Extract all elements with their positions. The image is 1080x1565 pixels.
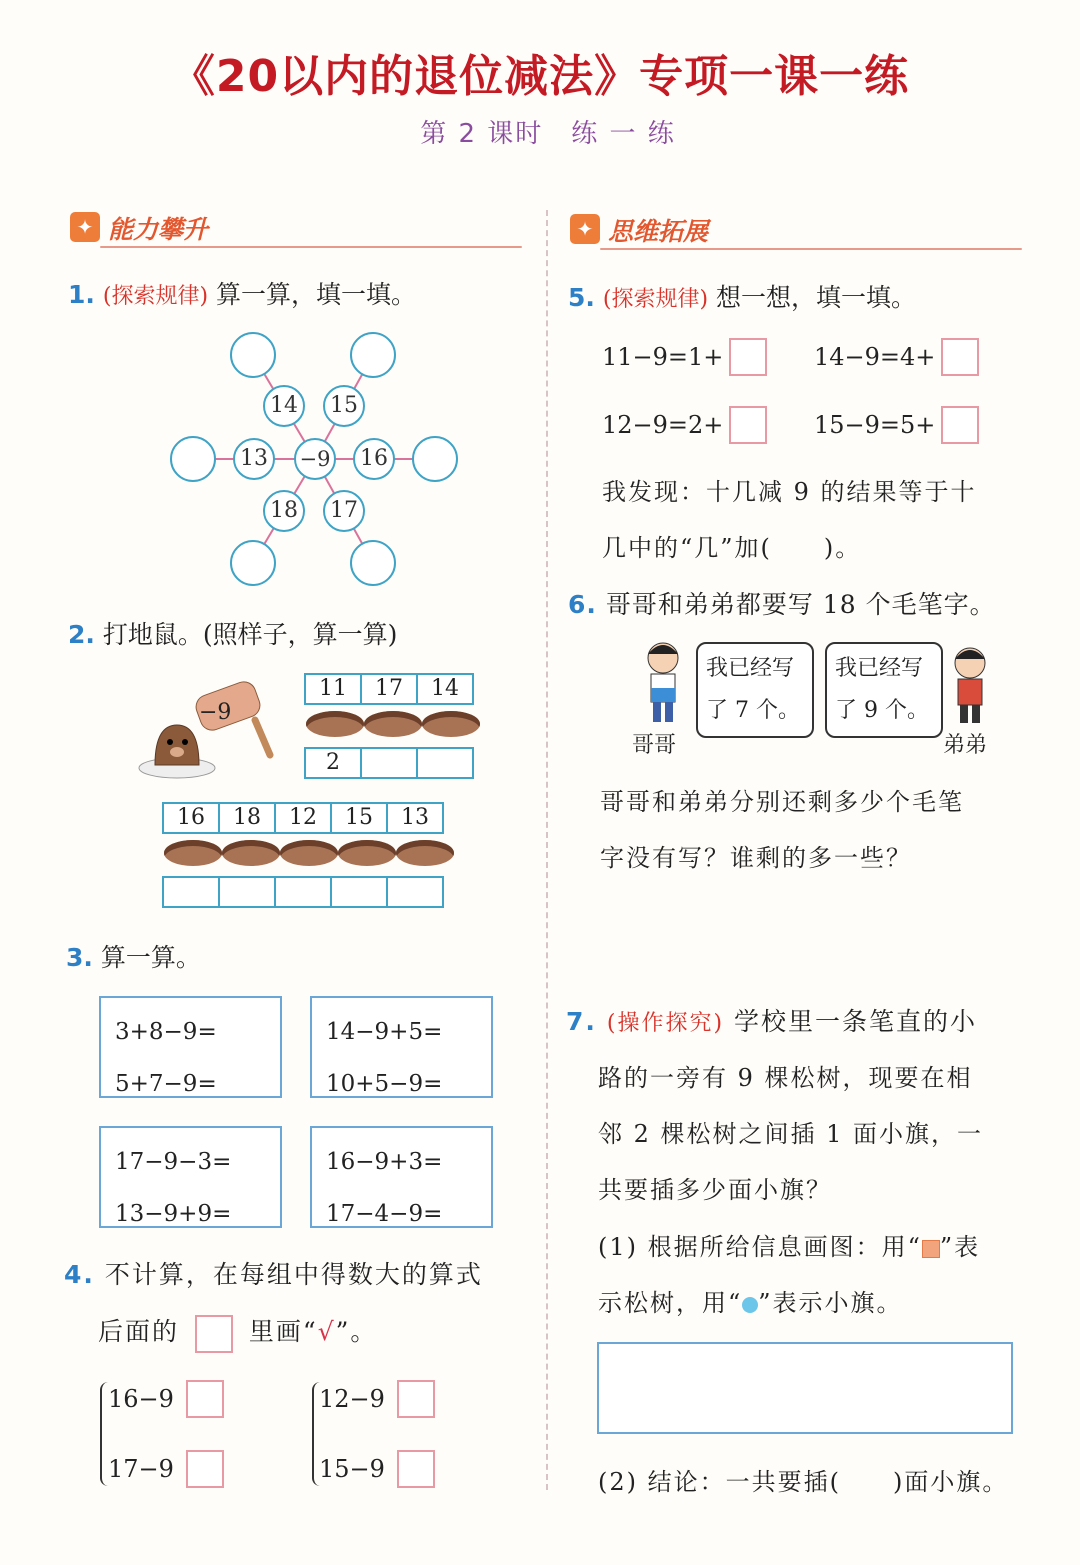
mole-hole [422,711,480,737]
mole-icon [135,670,285,790]
question-text: 共要插多少面小旗？ [598,1176,832,1204]
mole-row-1-bottom [306,747,474,779]
boy-younger-icon [945,645,995,730]
answer-box[interactable] [941,338,979,376]
runner-icon: ✦ [570,214,600,244]
hammer-label: −9 [199,700,232,725]
question-6 [568,585,996,621]
column-divider [546,210,548,1490]
equation-text: 15−9=5+ [814,411,936,439]
mole-hole [280,840,338,866]
number-cell: 14 [416,673,474,705]
answer-box[interactable] [729,338,767,376]
answer-circle[interactable] [412,436,458,482]
question-text: (1) 根据所给信息画图：用“ [598,1233,922,1261]
discovery-text: 几中的“几”加( )。 [602,534,862,562]
answer-circle[interactable] [170,436,216,482]
question-text: ”表 [939,1233,981,1261]
mole-illustration [135,670,285,790]
section-underline [100,246,522,248]
question-text: 里画“ [248,1317,318,1346]
bubble-text: 了 7 个。 [706,698,800,723]
question-text: 后面的 [98,1317,180,1346]
question-number: 3. [66,943,93,972]
question-number: 7. [566,1007,597,1036]
check-mark-icon: √ [317,1317,336,1346]
mole-hole [306,711,364,737]
calc-box [99,1126,282,1228]
section-title: 能力攀升 [108,215,209,244]
number-cell: 11 [304,673,362,705]
flag-circle-icon [742,1297,758,1313]
question-number: 6. [568,590,597,619]
compare-expression: 15−9 [319,1455,385,1483]
question-text: ”。 [335,1317,378,1346]
equation [814,406,979,444]
number-circle: 17 [323,490,365,532]
mole-hole [396,840,454,866]
mole-hole [338,840,396,866]
calc-box [310,996,493,1098]
answer-cell[interactable] [330,876,388,908]
answer-circle[interactable] [350,332,396,378]
compare-expression: 16−9 [108,1385,174,1413]
compare-group-1 [108,1380,224,1488]
calc-expression[interactable]: 3+8−9= [115,1019,217,1045]
question-text: 哥哥和弟弟分别还剩多少个毛笔 [600,788,964,816]
question-text: 打地鼠。(照样子，算一算) [102,620,398,649]
question-tag: (探索规律) [102,284,209,309]
calc-box [99,996,282,1098]
calc-expression[interactable]: 13−9+9= [115,1201,232,1227]
question-4 [64,1255,483,1291]
section-underline [600,248,1022,250]
conclusion-text: (2) 结论：一共要插( )面小旗。 [598,1468,1009,1496]
equation [602,338,767,376]
bubble-text: 了 9 个。 [835,698,929,723]
equation [602,406,767,444]
answer-cell[interactable]: 2 [304,747,362,779]
check-box[interactable] [397,1450,435,1488]
calc-expression[interactable]: 17−9−3= [115,1149,232,1175]
bubble-text: 我已经写 [835,656,924,681]
question-number: 2. [68,620,95,649]
question-text: 路的一旁有 9 棵松树，现要在相 [598,1064,973,1092]
drawing-area[interactable] [597,1342,1013,1434]
question-text: 算一算，填一填。 [215,280,416,309]
section-header-ability [70,210,522,250]
answer-cell[interactable] [360,747,418,779]
brace [100,1382,108,1486]
question-number: 1. [68,280,95,309]
compare-expression: 12−9 [319,1385,385,1413]
question-text: 想一想，填一填。 [715,283,916,312]
question-number: 5. [568,283,595,312]
equation-text: 14−9=4+ [814,343,936,371]
number-cell: 12 [274,802,332,834]
pine-tree-square-icon [922,1240,940,1258]
example-box [195,1315,233,1353]
question-text: 字没有写？谁剩的多一些？ [600,844,912,872]
check-box[interactable] [397,1380,435,1418]
equation-text: 11−9=1+ [602,343,724,371]
number-cell: 18 [218,802,276,834]
number-circle: 15 [323,385,365,427]
question-5 [568,278,916,314]
answer-circle[interactable] [230,540,276,586]
answer-cell[interactable] [386,876,444,908]
equation-text: 12−9=2+ [602,411,724,439]
calc-expression[interactable]: 17−4−9= [326,1201,443,1227]
mole-row-1-top [306,673,474,705]
center-operator: −9 [294,438,336,480]
number-cell: 15 [330,802,388,834]
question-text: 学校里一条笔直的小 [733,1007,977,1036]
equation [814,338,979,376]
calc-box [310,1126,493,1228]
mole-hole [364,711,422,737]
question-tag: (操作探究) [606,1011,725,1036]
answer-cell[interactable] [416,747,474,779]
compare-expression: 17−9 [108,1455,174,1483]
mole-row-2-top [164,802,444,834]
page-subtitle: 第 2 课时 练 一 练 [420,119,676,149]
mole-hole [222,840,280,866]
star-diagram [160,325,470,595]
compare-group-2 [319,1380,435,1488]
question-2 [68,615,397,651]
question-text: 示松树，用“ [598,1289,743,1317]
answer-cell[interactable] [274,876,332,908]
younger-brother-label: 弟弟 [943,733,988,758]
answer-cell[interactable] [162,876,220,908]
bubble-text: 我已经写 [706,656,795,681]
calc-expression[interactable]: 10+5−9= [326,1071,443,1097]
question-1 [68,275,416,311]
sub-question-1-line-2 [598,1283,903,1318]
question-7 [566,1002,977,1038]
question-tag: (探索规律) [602,287,709,312]
runner-icon: ✦ [70,212,100,242]
calc-expression[interactable]: 14−9+5= [326,1019,443,1045]
answer-circle[interactable] [350,540,396,586]
page-title: 《20以内的退位减法》专项一课一练 [170,51,910,102]
number-cell: 16 [162,802,220,834]
question-text: 邻 2 棵松树之间插 1 面小旗，一 [598,1120,984,1148]
section-header-thinking [570,212,1022,252]
question-number: 4. [64,1260,95,1289]
question-text: 哥哥和弟弟都要写 18 个毛笔字。 [605,590,996,619]
check-box[interactable] [186,1450,224,1488]
number-cell: 13 [386,802,444,834]
number-circle: 18 [263,490,305,532]
section-title: 思维拓展 [608,217,709,246]
boy-older-icon [638,640,688,730]
sub-question-1 [598,1227,980,1262]
speech-bubble-left [696,642,814,738]
answer-box[interactable] [941,406,979,444]
number-cell: 17 [360,673,418,705]
answer-cell[interactable] [218,876,276,908]
speech-bubble-right [825,642,943,738]
number-circle: 16 [353,438,395,480]
check-box[interactable] [186,1380,224,1418]
mole-row-2-bottom [164,876,444,908]
calc-expression[interactable]: 16−9+3= [326,1149,443,1175]
calc-expression[interactable]: 5+7−9= [115,1071,217,1097]
question-text: ”表示小旗。 [758,1289,903,1317]
question-text: 算一算。 [100,943,201,972]
discovery-text: 我发现：十几减 9 的结果等于十 [602,478,977,506]
question-4-line-2 [98,1312,377,1353]
answer-circle[interactable] [230,332,276,378]
older-brother-label: 哥哥 [632,733,677,758]
answer-box[interactable] [729,406,767,444]
number-circle: 13 [233,438,275,480]
question-text: 不计算，在每组中得数大的算式 [104,1260,483,1289]
question-3 [66,938,201,974]
mole-hole [164,840,222,866]
number-circle: 14 [263,385,305,427]
